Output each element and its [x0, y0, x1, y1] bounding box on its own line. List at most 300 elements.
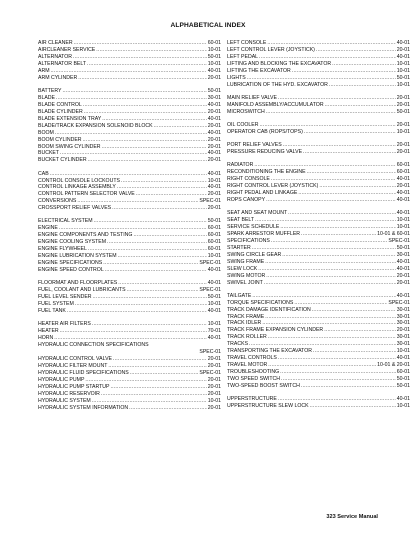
index-entry-label: BLADE EXTENSION TRAY [38, 115, 102, 122]
index-entry-label: SWING FRAME [227, 258, 265, 265]
dot-leader [266, 197, 396, 204]
index-entry [38, 116, 221, 123]
dot-leader [278, 355, 396, 362]
index-entry [38, 198, 221, 205]
index-entry-label: ALTERNATOR BELT [38, 60, 87, 67]
index-entry [38, 232, 221, 239]
index-entry-page: 20-01 [396, 182, 410, 189]
index-entry-label: HYDRAULIC PUMP [38, 376, 85, 383]
index-entry [227, 252, 410, 259]
index-entry [38, 150, 221, 157]
index-entry [38, 218, 221, 225]
index-entry-page: 20-01 [207, 191, 221, 198]
index-entry [227, 327, 410, 334]
index-entry-page: 30-01 [396, 306, 410, 313]
index-entry [227, 348, 410, 355]
dot-leader [292, 68, 396, 75]
dot-leader [113, 356, 207, 363]
index-entry-label: LUBRICATION OF THE HYD. EXCAVATOR [227, 81, 328, 88]
index-entry-page: SPEC-01 [199, 198, 221, 205]
index-letter-group [227, 40, 410, 89]
index-entry [38, 246, 221, 253]
index-entry-page: 50-01 [207, 53, 221, 60]
dot-leader [88, 246, 207, 253]
index-entry-page: 20-01 [396, 94, 410, 101]
index-entry-page: 20-01 [207, 404, 221, 411]
index-entry-page: 30-01 [396, 320, 410, 327]
index-entry-page: 10-01 [396, 128, 410, 135]
index-entry-page: 40-01 [207, 184, 221, 191]
index-entry [38, 294, 221, 301]
index-entry-label: TRACKS [227, 341, 249, 348]
index-entry-label: RIGHT CONSOLE [227, 176, 270, 182]
index-entry [38, 335, 221, 342]
dot-leader [280, 369, 396, 376]
index-entry [38, 61, 221, 68]
index-entry-page: 10-01 [396, 348, 410, 355]
dot-leader [78, 75, 207, 82]
dot-leader [56, 95, 207, 102]
index-entry-label: TWO-SPEED BOOST SWITCH [227, 383, 300, 390]
index-entry [38, 88, 221, 95]
index-entry-page: 40-01 [396, 258, 410, 265]
index-entry-page: 30-01 [396, 313, 410, 320]
dot-leader [307, 169, 396, 176]
index-entry [38, 47, 221, 54]
dot-leader [265, 259, 396, 266]
index-entry-label: MICROSWITCH [227, 108, 265, 115]
index-entry-page: 40-01 [396, 396, 410, 403]
index-entry-page: 40-01 [207, 67, 221, 74]
index-entry-label: OPERATOR CAB (ROPS/TOPS) [227, 128, 303, 135]
dot-leader [118, 253, 207, 260]
index-entry-page: 20-01 [207, 157, 221, 164]
dot-leader [247, 75, 396, 82]
dot-leader [74, 40, 207, 47]
index-entry [227, 40, 410, 47]
index-entry-label: ALTERNATOR [38, 53, 73, 60]
dot-leader [301, 231, 376, 238]
dot-leader [127, 287, 199, 294]
index-entry-page: 10-01 [207, 301, 221, 308]
index-entry [227, 47, 410, 54]
index-entry-label: HYDRAULIC FLUID SPECIFICATIONS [38, 369, 129, 376]
dot-leader [271, 238, 388, 245]
index-entry-page: 10-01 [207, 253, 221, 260]
dot-leader [316, 47, 396, 54]
dot-leader [77, 198, 198, 205]
index-entry-label: ELECTRICAL SYSTEM [38, 218, 93, 225]
index-entry-page: 30-01 [396, 251, 410, 258]
index-entry-page: 40-01 [207, 335, 221, 342]
index-column-right [227, 40, 410, 416]
index-entry-page: 10-01 [396, 60, 410, 67]
index-entry-label: TRAVEL MOTOR [227, 362, 268, 369]
dot-leader [83, 102, 207, 109]
index-entry-page: 10-01 [396, 223, 410, 230]
dot-leader [110, 384, 206, 391]
index-entry [38, 95, 221, 102]
index-entry-page: 20-01 [207, 143, 221, 150]
index-entry [38, 301, 221, 308]
dot-leader [107, 239, 207, 246]
index-entry-label: PORT RELIEF VALVES [227, 142, 282, 148]
index-entry [38, 157, 221, 164]
index-entry [38, 377, 221, 384]
index-entry [227, 224, 410, 231]
index-entry-page: 10-01 [396, 67, 410, 74]
index-entry-label: TRANSPORTING THE EXCAVATOR [227, 348, 313, 355]
index-entry [227, 109, 410, 116]
index-entry-page: SPEC-01 [199, 260, 221, 267]
index-entry-label: ROPS CANOPY [227, 196, 266, 203]
index-entry-label: CONTROL PATTERN SELECTOR VALVE [38, 191, 135, 198]
index-entry-label: BLADE CYLINDER [38, 108, 83, 115]
dot-leader [254, 162, 395, 169]
index-entry-label: SERVICE SCHEDULE [227, 223, 280, 230]
index-entry-page: 20-01 [207, 362, 221, 369]
index-entry [227, 75, 410, 82]
index-entry-page: 10-01 [207, 46, 221, 53]
index-entry [38, 144, 221, 151]
index-entry-page: 40-01 [207, 267, 221, 274]
index-entry-label: FLOORMAT AND FLOORPLATES [38, 280, 118, 287]
dot-leader [312, 307, 396, 314]
index-entry [227, 376, 410, 383]
index-entry-page: 40-01 [396, 210, 410, 216]
index-entry-label: LIFTING AND BLOCKING THE EXCAVATOR [227, 60, 332, 67]
index-entry [227, 314, 410, 321]
index-entry-label: SWING CIRCLE GEAR [227, 251, 282, 258]
dot-leader [304, 129, 396, 136]
index-entry-page: 40-01 [207, 129, 221, 136]
dot-leader [101, 391, 207, 398]
index-entry [38, 363, 221, 370]
index-letter-group [227, 210, 410, 286]
index-entry-page: 50-01 [396, 383, 410, 390]
index-entry-page: 50-01 [396, 74, 410, 81]
index-entry [227, 162, 410, 169]
index-entry-page: 20-01 [396, 279, 410, 286]
index-entry [227, 355, 410, 362]
index-entry [227, 341, 410, 348]
index-entry [227, 197, 410, 204]
dot-leader [92, 321, 207, 328]
dot-leader [259, 54, 396, 61]
manual-footer: 323 Service Manual [326, 514, 378, 520]
dot-leader [278, 95, 396, 102]
index-letter-group [227, 293, 410, 390]
dot-leader [252, 293, 395, 300]
index-entry-label: CONTROL CONSOLE LOCKOUTS [38, 177, 120, 184]
dot-leader [310, 403, 396, 410]
index-entry [38, 328, 221, 335]
index-entry-page: 20-01 [396, 142, 410, 148]
index-entry-page: 20-01 [396, 101, 410, 108]
index-entry-page: 40-01 [207, 280, 221, 287]
index-entry [227, 231, 410, 238]
index-entry-label: BUCKET CYLINDER [38, 157, 87, 164]
index-entry-label: BOOM SWING CYLINDER [38, 143, 101, 150]
dot-leader [67, 308, 207, 315]
index-entry-label: SEAT BELT [227, 216, 255, 223]
index-entry-page: 10-01 [396, 216, 410, 223]
dot-leader [133, 232, 206, 239]
index-entry [227, 54, 410, 61]
index-entry-page: 20-01 [396, 272, 410, 279]
index-entry-label: BATTERY [38, 87, 62, 94]
index-entry [38, 184, 221, 191]
dot-leader [294, 300, 387, 307]
index-entry-label: HYDRAULIC FILTER MOUNT [38, 362, 108, 369]
dot-leader [102, 116, 206, 123]
index-entry [227, 369, 410, 376]
index-entry [227, 102, 410, 109]
index-entry [38, 109, 221, 116]
index-entry-label: HORN [38, 335, 54, 342]
index-entry-label: AIRCLEANER SERVICE [38, 46, 96, 53]
index-entry [227, 210, 410, 217]
index-column-left [38, 40, 221, 418]
dot-leader [298, 190, 395, 197]
index-entry-label: TRACK FRAME [227, 313, 265, 320]
index-entry-label: FUEL TANK [38, 308, 66, 315]
index-entry-page: 60-01 [207, 246, 221, 253]
index-entry-page: 40-01 [207, 115, 221, 122]
index-entry-page: 20-01 [396, 121, 410, 128]
index-entry-label: TRAVEL CONTROLS [227, 355, 277, 362]
index-entry [38, 398, 221, 405]
dot-leader [118, 280, 206, 287]
index-entry-page: 10-01 [207, 60, 221, 67]
dot-leader [265, 314, 396, 321]
dot-leader [83, 137, 207, 144]
index-letter-group [227, 95, 410, 116]
index-entry-page: 60-01 [207, 40, 221, 46]
index-entry [38, 171, 221, 178]
index-entry-page: 50-01 [396, 244, 410, 251]
index-entry-label: RIGHT PEDAL AND LINKAGE [227, 189, 298, 196]
index-entry-label: SLEW LOCK [227, 265, 258, 272]
index-entry [227, 300, 410, 307]
index-entry [38, 342, 221, 349]
index-entry [38, 267, 221, 274]
index-entry-page: 30-01 [396, 341, 410, 348]
index-entry-page: 20-01 [396, 327, 410, 334]
dot-leader [59, 225, 207, 232]
index-entry-page: 20-01 [396, 148, 410, 155]
dot-leader [288, 210, 396, 217]
index-entry [38, 75, 221, 82]
dot-leader [102, 144, 207, 151]
index-entry-page: 40-01 [396, 176, 410, 182]
index-entry [227, 293, 410, 300]
index-entry-label: LIGHTS [227, 74, 246, 81]
index-entry [38, 384, 221, 391]
index-entry [227, 129, 410, 136]
index-entry-label: TRACK FRAME EXPANSION CYLINDER [227, 327, 324, 334]
index-entry-page: 50-01 [396, 108, 410, 115]
index-entry [227, 149, 410, 156]
index-entry-label: ENGINE SPECIFICATIONS [38, 260, 103, 267]
dot-leader [51, 68, 207, 75]
dot-leader [266, 273, 395, 280]
index-entry [227, 245, 410, 252]
index-entry [38, 287, 221, 294]
index-entry-page: 10-01 & 60-01 [377, 230, 410, 237]
index-entry-page: 20-01 [207, 74, 221, 81]
index-entry [38, 308, 221, 315]
index-letter-group [227, 162, 410, 204]
index-entry [38, 280, 221, 287]
index-entry-page: 40-01 [396, 196, 410, 203]
dot-leader [108, 363, 206, 370]
index-entry [38, 356, 221, 363]
index-entry-page: 40-01 [396, 40, 410, 46]
index-entry [227, 403, 410, 410]
dot-leader [93, 294, 207, 301]
index-entry [38, 130, 221, 137]
index-entry-page: 50-01 [207, 218, 221, 225]
index-entry [227, 217, 410, 224]
index-entry-label: HYDRAULIC PUMP STARTUP [38, 383, 110, 390]
dot-leader [282, 252, 396, 259]
index-entry [38, 405, 221, 412]
index-entry-page: 20-01 [207, 205, 221, 212]
index-entry-page: 20-01 [207, 390, 221, 397]
index-entry-label: ENGINE FLYWHEEL [38, 246, 87, 253]
index-entry-label: BOOM CYLINDER [38, 136, 82, 143]
index-entry-page: 40-01 [396, 189, 410, 196]
index-entry-label: OIL COOLER [227, 121, 259, 128]
dot-leader [283, 142, 396, 149]
index-entry-label: ENGINE SPEED CONTROL [38, 267, 104, 274]
dot-leader [267, 40, 395, 47]
index-entry-page: 40-01 [207, 170, 221, 177]
index-entry-page: 60-01 [207, 232, 221, 239]
index-entry-label: ENGINE LUBRICATION SYSTEM [38, 253, 117, 260]
index-entry-page: 30-01 [396, 334, 410, 341]
index-entry-label: HEATER AIR FILTERS [38, 321, 91, 328]
index-entry-page: 10-01 [207, 397, 221, 404]
index-entry-page: 50-01 [396, 376, 410, 383]
index-entry-page: 40-01 [207, 101, 221, 108]
dot-leader [75, 301, 207, 308]
index-letter-group [38, 171, 221, 213]
index-entry-label: ARM CYLINDER [38, 74, 78, 81]
index-entry-page: 60-01 [207, 239, 221, 246]
dot-leader [73, 54, 207, 61]
index-entry-label: ENGINE [38, 225, 58, 232]
index-entry-page: 50-01 [207, 87, 221, 94]
index-entry-label: SWING MOTOR [227, 272, 266, 279]
index-entry-page: 40-01 [207, 308, 221, 315]
dot-leader [280, 224, 395, 231]
index-entry [38, 191, 221, 198]
index-letter-group [38, 321, 221, 411]
index-entry-label: CAB [38, 170, 49, 177]
dot-leader [301, 383, 396, 390]
index-entry-label: HEATER [38, 328, 59, 335]
index-letter-group [38, 218, 221, 274]
dot-leader [303, 149, 396, 156]
index-entry-label: TORQUE SPECIFICATIONS [227, 299, 294, 306]
dot-leader [332, 61, 396, 68]
index-entry [38, 123, 221, 130]
index-entry [227, 82, 410, 89]
index-entry-page: 40-01 [396, 355, 410, 362]
index-entry [227, 95, 410, 102]
index-entry-label: LEFT CONTROL LEVER (JOYSTICK) [227, 46, 315, 53]
index-entry-label: UPPERSTRUCTURE SLEW LOCK [227, 403, 309, 410]
index-entry-label: SPARK ARRESTOR MUFFLER [227, 230, 301, 237]
dot-leader [92, 398, 207, 405]
dot-leader [319, 183, 395, 190]
index-entry [38, 54, 221, 61]
index-entry [227, 273, 410, 280]
index-entry [38, 260, 221, 267]
dot-leader [249, 341, 396, 348]
index-entry-label: LEFT PEDAL [227, 53, 259, 60]
index-entry [38, 370, 221, 377]
index-entry-page: 10-01 [396, 403, 410, 410]
index-entry-label: SPECIFICATIONS [227, 237, 270, 244]
dot-leader [260, 122, 396, 129]
index-letter-group [38, 280, 221, 315]
index-entry-page: 60-01 [207, 225, 221, 232]
dot-leader [85, 377, 206, 384]
dot-leader [130, 370, 199, 377]
index-entry-page: 30-01 [207, 94, 221, 101]
index-entry-page: 60-01 [396, 169, 410, 176]
index-entry-page: 40-01 [207, 150, 221, 157]
index-entry-page: SPEC-01 [388, 299, 410, 306]
dot-leader [55, 130, 207, 137]
index-entry-label: BLADE CONTROL [38, 101, 82, 108]
index-entry [227, 142, 410, 149]
index-entry-page: 50-01 [207, 294, 221, 301]
index-entry-label: TRACK DAMAGE IDENTIFICATION [227, 306, 311, 313]
index-entry-label: RECONDITIONING THE ENGINE [227, 169, 306, 176]
dot-leader [87, 61, 207, 68]
index-entry-page: 10-01 & 20-01 [377, 362, 410, 369]
index-entry-label: CONVERSIONS [38, 198, 77, 205]
dot-leader [268, 362, 376, 369]
dot-leader [136, 191, 207, 198]
index-entry-label: HYDRAULIC RESERVOIR [38, 390, 100, 397]
dot-leader [325, 102, 396, 109]
index-entry-page: 20-01 [207, 108, 221, 115]
index-entry-page: 10-01 [396, 81, 410, 88]
index-entry [38, 349, 221, 356]
index-entry [227, 176, 410, 183]
index-entry-page: 40-01 [396, 292, 410, 299]
index-entry [38, 40, 221, 47]
index-entry [38, 102, 221, 109]
index-entry [227, 266, 410, 273]
index-entry [227, 122, 410, 129]
index-entry-label: BUCKET [38, 150, 60, 157]
dot-leader [268, 334, 396, 341]
index-entry [38, 321, 221, 328]
index-entry [38, 225, 221, 232]
index-entry [227, 238, 410, 245]
index-entry [227, 190, 410, 197]
dot-leader [129, 405, 207, 412]
index-letter-group [38, 40, 221, 82]
dot-leader [262, 320, 395, 327]
index-entry [227, 334, 410, 341]
